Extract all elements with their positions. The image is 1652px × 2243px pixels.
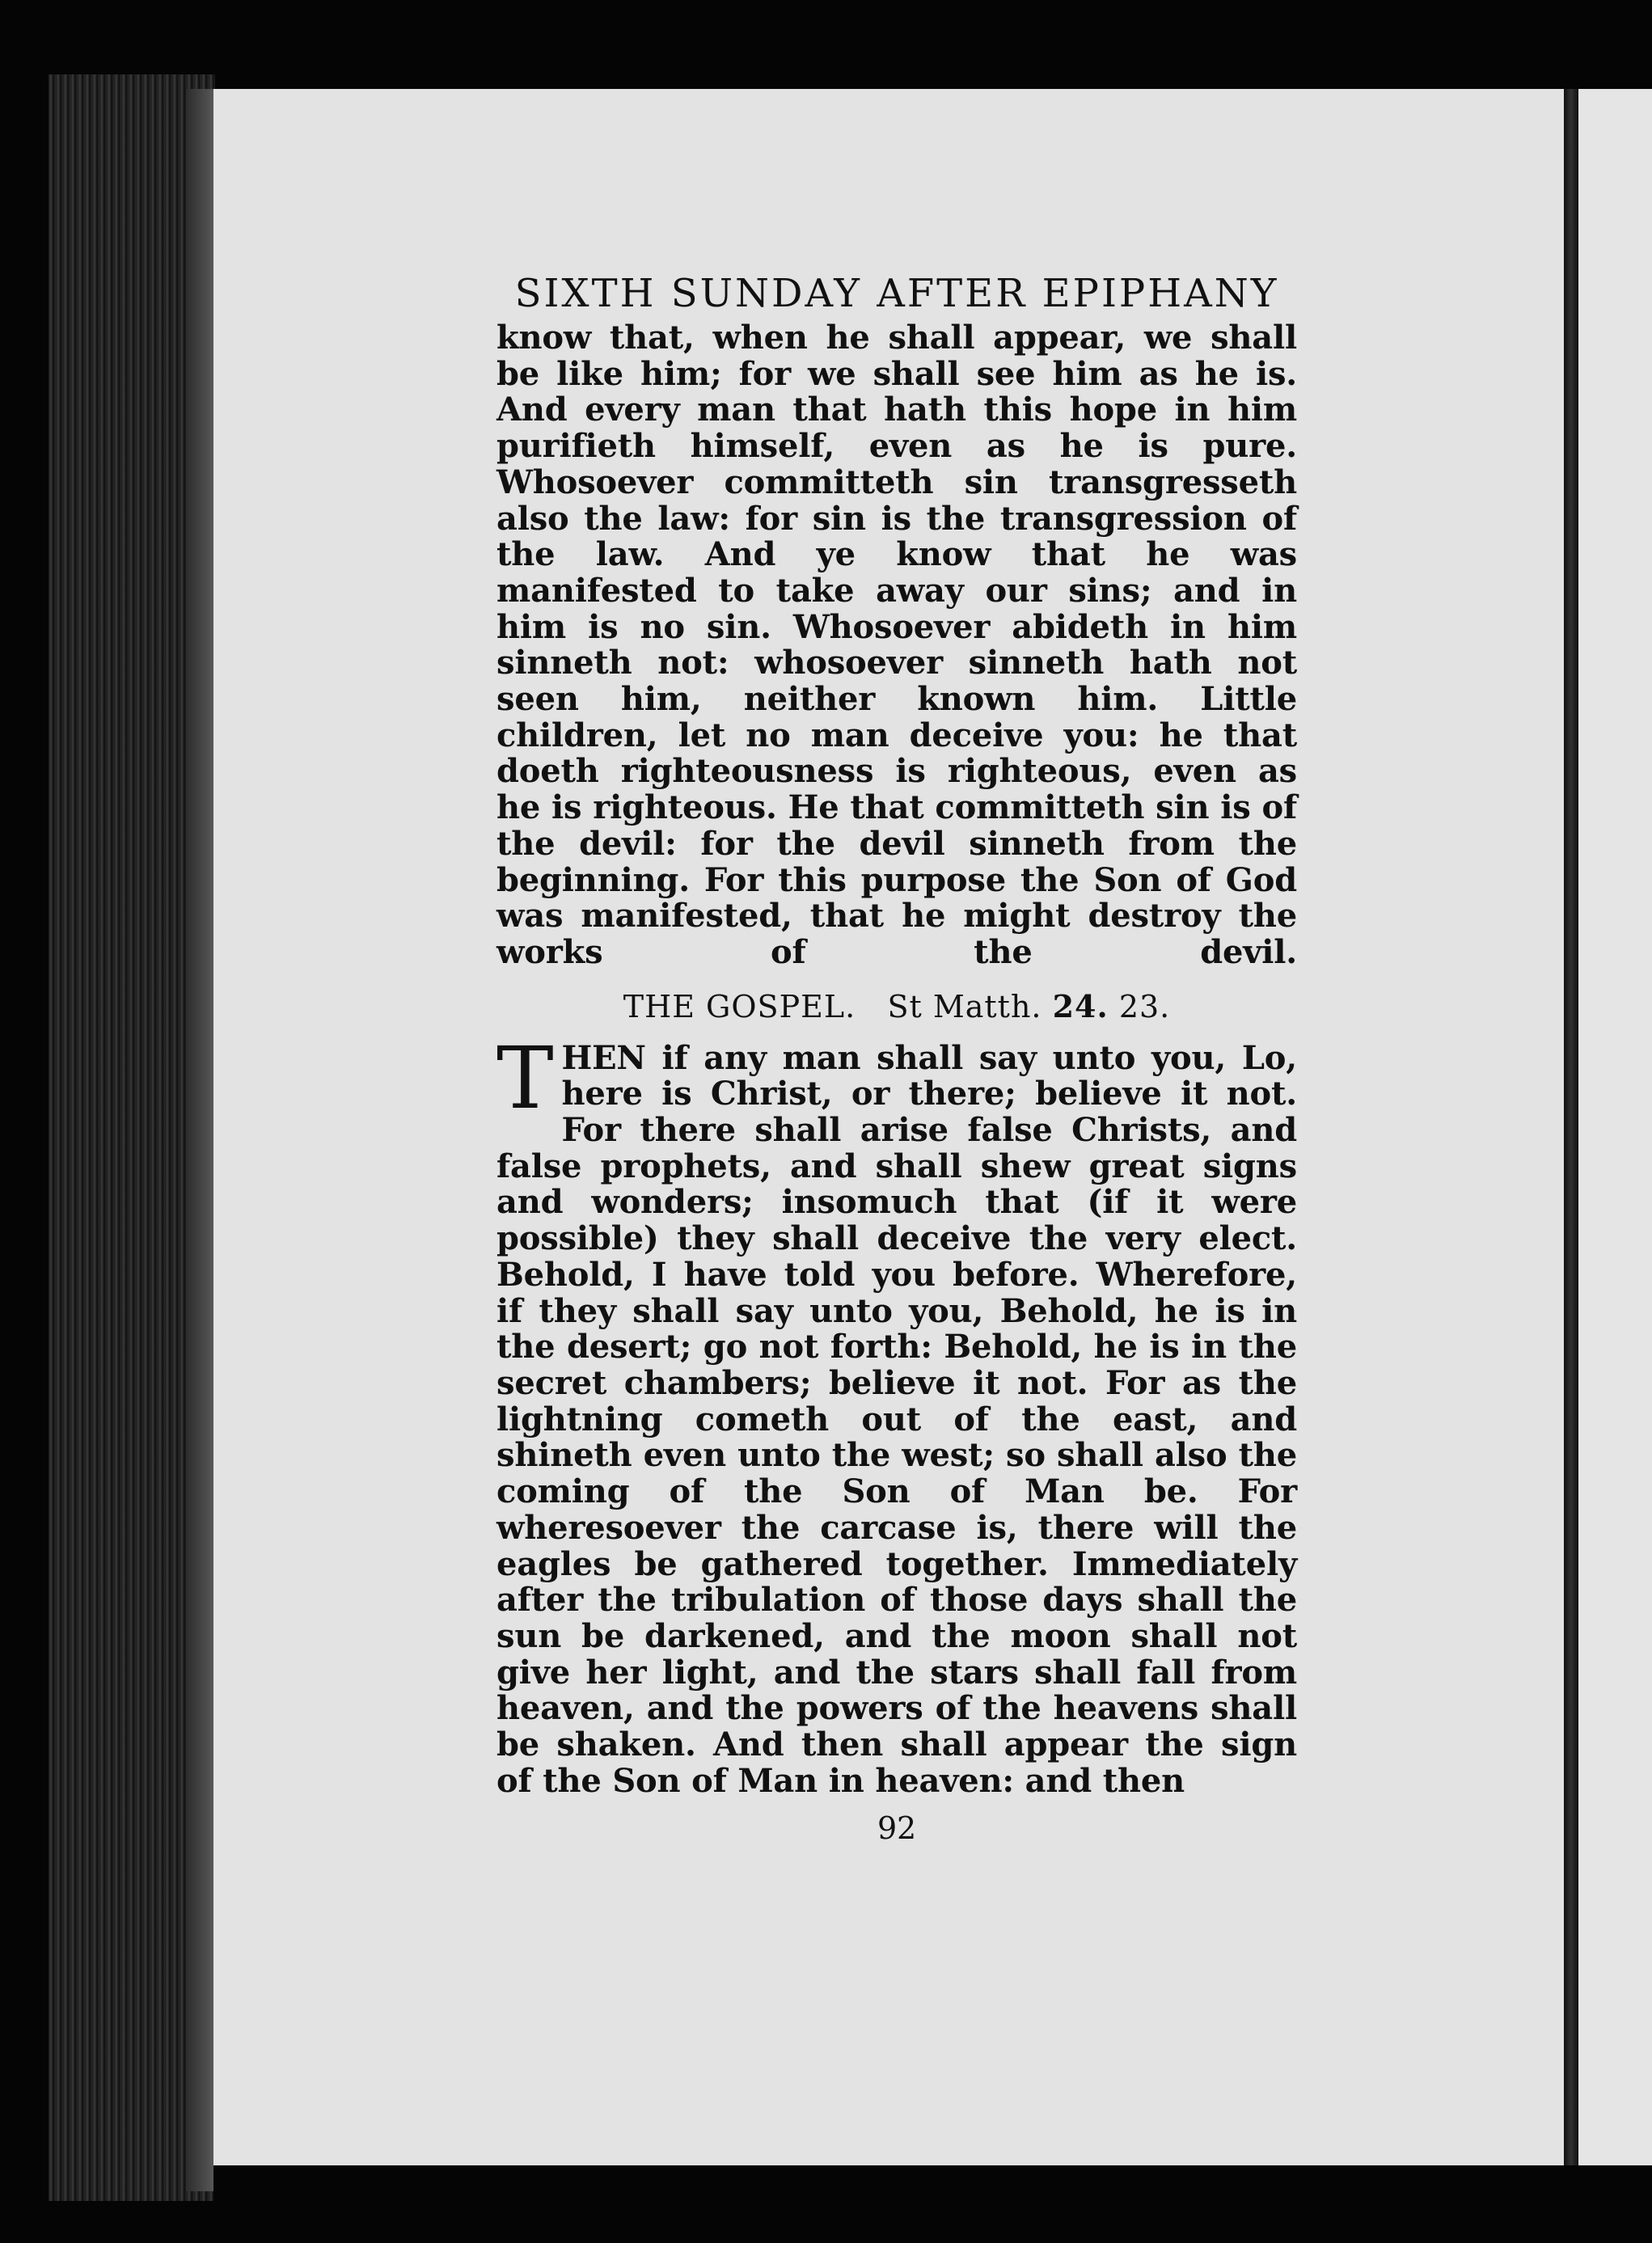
gospel-verse: 23. [1118,988,1171,1024]
gospel-book: St Matth. [887,988,1042,1024]
page-number: 92 [877,1810,916,1847]
bottom-shadow [213,2165,1652,2243]
gospel-heading [496,987,1297,1026]
running-head: SIXTH SUNDAY AFTER EPIPHANY [514,271,1279,316]
text-block [496,267,1297,1847]
drop-cap: T [496,1028,554,1128]
book-gutter [1564,89,1578,2165]
gospel-chapter: 24. [1052,987,1109,1024]
page-stack-inner-edge [186,89,215,2191]
epistle-paragraph: know that, when he shall appear, we shall be like him; for we shall see him as he is. And every man that hath this hope in him purifieth himself, even as he is pure. Whosoever committeth sin transgresseth also the law: for sin is the transgression of the law. And ye know that he was manifested to take away our sins; and in him is no sin. Whosoever abideth in him sinneth not: whosoever sinneth hath not seen him, neither known him. Little children, let no man deceive you: he that doeth righteousness is righteous, even as he is righteous. He that committeth sin is of the devil: for the devil sinneth from the beginning. For this purpose the Son of God was manifested, that he might destroy the works of the devil. [496,319,1297,971]
facing-page-edge [1578,89,1652,2165]
gospel-title: THE GOSPEL. [623,988,856,1024]
gospel-paragraph [496,1028,1297,1800]
gospel-text: HEN if any man shall say unto you, Lo, here is Christ, or there; believe it not. For there shall arise false Christs, and false prophets, and shall shew great signs and wonders; insomuch that (if it were possible) they shall deceive the very elect. Behold, I have told you before. Wherefore, if they shall say unto you, Behold, he is in the desert; go not forth: Behold, he is in the secret chambers; believe it not. For as the lightning cometh out of the east, and shineth even unto the west; so shall also the coming of the Son of Man be. For wheresoever the carcase is, there will the eagles be gathered together. Immediately after the tribulation of those days shall the sun be darkened, and the moon shall not give her light, and the stars shall fall from heaven, and the powers of the heavens shall be shaken. And then shall appear the sign of the Son of Man in heaven: and then [496,1038,1297,1800]
